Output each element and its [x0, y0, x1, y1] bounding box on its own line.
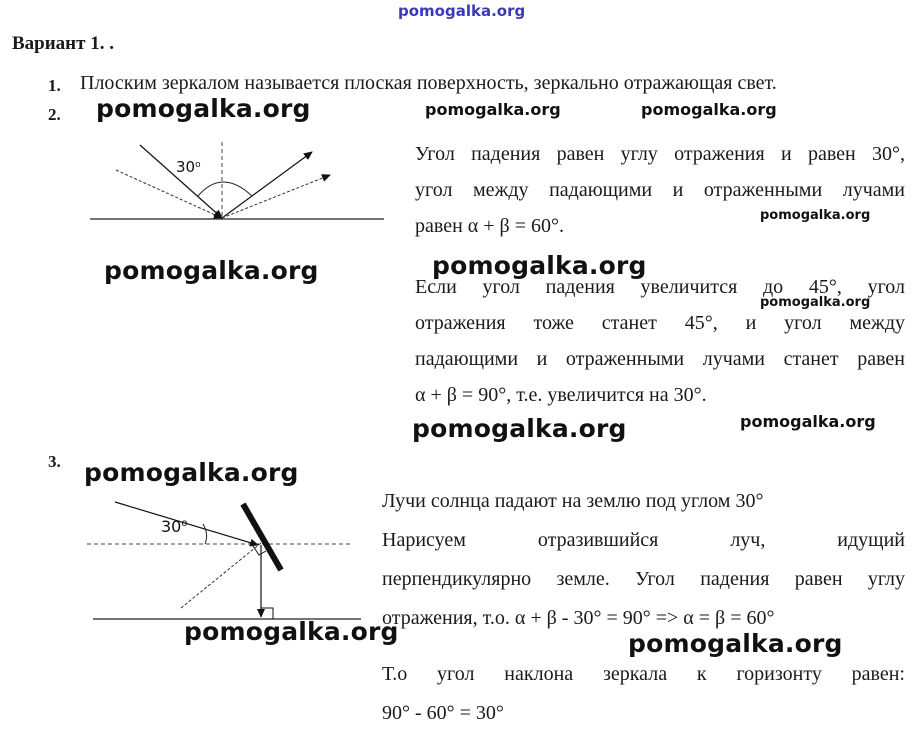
watermark: pomogalka.org	[84, 458, 299, 487]
angle-arc	[198, 182, 252, 196]
q3-number: 3.	[48, 452, 61, 471]
mirror-diagram	[85, 490, 365, 630]
q2-number: 2.	[48, 105, 61, 124]
angle-label: $30^о$	[176, 158, 201, 176]
q1-text: Плоским зеркалом называется плоская поверхность, зеркально отражающая свет.	[80, 72, 777, 94]
watermark: pomogalka.org	[184, 617, 399, 646]
watermark: pomogalka.org	[641, 100, 777, 119]
watermark: pomogalka.org	[432, 251, 647, 280]
watermark: pomogalka.org	[760, 295, 871, 310]
watermark-top: pomogalka.org	[398, 2, 526, 20]
watermark: pomogalka.org	[96, 94, 311, 123]
mirror	[243, 504, 281, 570]
reflection-diagram	[80, 130, 390, 230]
watermark: pomogalka.org	[412, 414, 627, 443]
angle-label: $30^о$	[161, 517, 188, 536]
watermark: pomogalka.org	[104, 256, 319, 285]
incident-ray	[140, 145, 222, 218]
mirror-normal	[181, 543, 261, 608]
watermark: pomogalka.org	[760, 208, 871, 223]
q3-conclusion: Т.о угол наклона зеркала к горизонту равен: 90° - 60° = 30°	[382, 663, 905, 724]
watermark: pomogalka.org	[740, 412, 876, 431]
q2-paragraph-1: Угол падения равен углу отражения и равен 30°, угол между падающими и отраженными лучами равен α + β = 60°.	[415, 143, 905, 237]
incident-ray-dashed	[116, 170, 222, 218]
watermark: pomogalka.org	[425, 100, 561, 119]
q3-paragraph: Лучи солнца падают на землю под углом 30° Нарисуем отразившийся луч, идущий перпендикулярно земле. Угол падения равен углу отражения, т.о. α + β - 30° = 90° => α = β = 60°	[382, 490, 905, 629]
reflected-ray-dashed	[222, 175, 330, 218]
watermark: pomogalka.org	[628, 629, 843, 658]
q1-number: 1.	[48, 76, 61, 95]
angle-arc	[203, 524, 207, 544]
q2-paragraph-2: Если угол падения увеличится до 45°, угол отражения тоже станет 45°, и угол между падающими и отраженными лучами станет равен α + β = 90°, т.е. увеличится на 30°.	[415, 276, 905, 406]
page-title: Вариант 1. .	[12, 33, 114, 54]
